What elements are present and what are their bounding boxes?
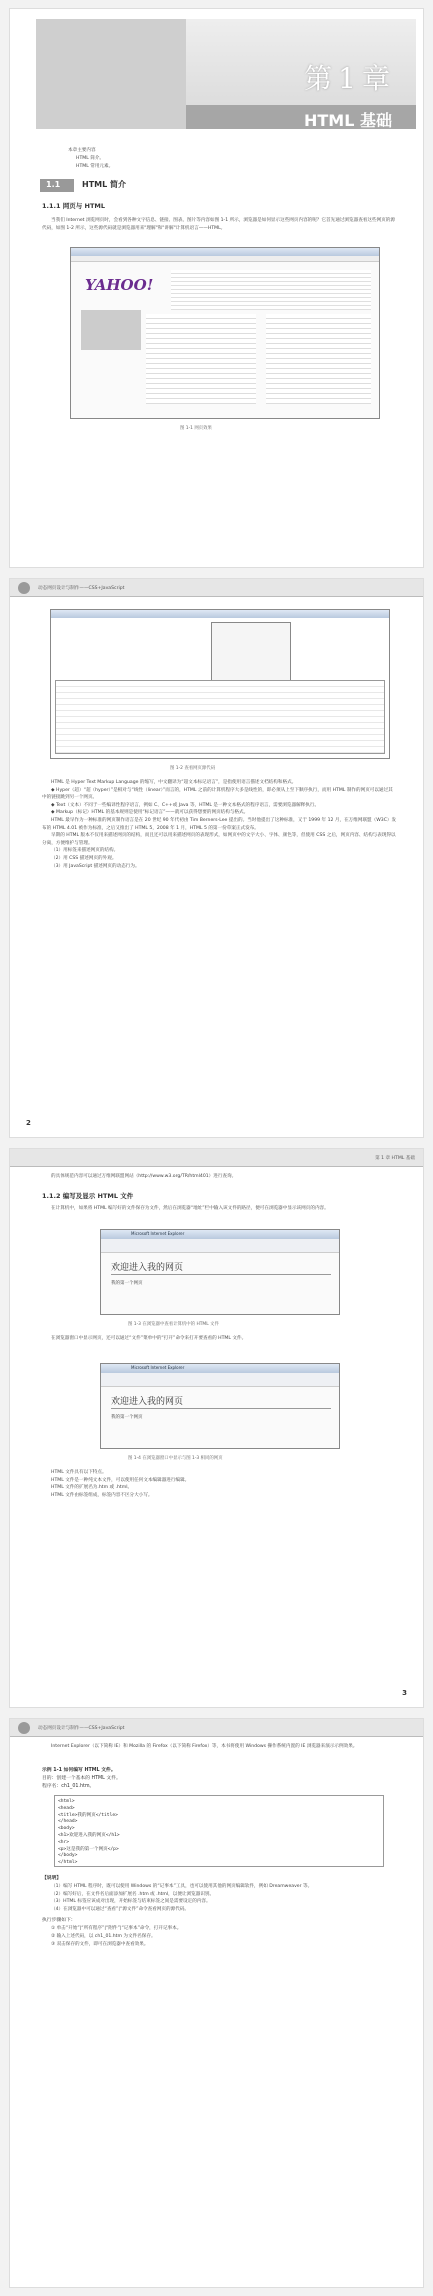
chapter-intro — [68, 147, 113, 171]
intro-label: 本章主要内容 — [68, 148, 96, 153]
body-paragraph: 在计算机中，如果将 HTML 编写好的文件保存为文件，然后在浏览器“地址”栏中输入该文件的路径，便可在浏览器中显示该网页的内容。 — [51, 1206, 329, 1211]
page-header: 第 1 章 HTML 基础 — [10, 1149, 424, 1167]
figure-caption: 图 1-2 查看网页源代码 — [170, 766, 216, 771]
book-page-3 — [9, 1148, 424, 1708]
example-block: 示例 1-1 如何编写 HTML 文件。 目的：创建一个基本的 HTML 文件。 程序名：ch1_01.htm。 — [42, 1768, 121, 1789]
page-number: 2 — [26, 1119, 31, 1127]
section-title: HTML 简介 — [82, 180, 126, 189]
code-listing: <html> <head> <title>我的网页</title> </head> <body> <h1>欢迎进入我的网页</h1> <hr> <p>这是我的第一个网页</p> </body> </html> — [54, 1795, 384, 1867]
chapter-banner — [36, 19, 416, 129]
figure-browser-2: Microsoft Internet Explorer 欢迎进入我的网页 我的第一个网页 — [100, 1363, 340, 1449]
body-paragraph: Internet Explorer（以下简称 IE）和 Mozilla 的 Firefox（以下简称 Firefox）等，本书将使用 Windows 操作系统内置的 IE 浏览器来演示示例效果。 — [51, 1744, 358, 1749]
figure-caption: 图 1-4 在浏览器窗口中显示与图 1-3 相同的网页 — [128, 1456, 223, 1461]
page-header: 动态网页设计与制作——CSS+JavaScript — [10, 1719, 424, 1737]
welcome-heading: 欢迎进入我的网页 — [111, 1263, 184, 1273]
figure-caption: 图 1-1 网页效果 — [180, 426, 212, 431]
subsection-title: 1.1.2 编写及显示 HTML 文件 — [42, 1192, 134, 1200]
notes-block: 【说明】 （1）编写 HTML 程序时，既可以使用 Windows 的“记事本”工具，也可以使用其他的网页编辑软件，例如 Dreamweaver 等。 （2）编写好后，在文件名后面添加扩展名 .htm 或 .html，以便让浏览器识别。 （3）HTML 标签应该成对出现，开始标签与结束标签之间是需要设定的内容。 （4）在浏览器中可以通过“查看”|“源文件”命令查看网页的源代码。 执行步骤如下： ① 单击“开始”|“所有程序”|“附件”|“记事本”命令，打开记事本。 ② 输入上述代码，以 ch1_01.htm 为文件名保存。 ③ 双击保存的文件，即可在浏览器中查看效果。 — [42, 1876, 313, 1947]
chapter-number: 第1章 — [304, 62, 396, 95]
intro-item: HTML 简介。 — [76, 156, 105, 161]
body-paragraph: 当我们 Internet 浏览网页时，会看到各种文字信息、链接、图表、图片等内容如图 1-1 所示，浏览器是如何显示这些网页内容的呢？它首先通过浏览器查看这些网页的源代码，如图 1-2 所示，这些源代码就是浏览器用来"理解"和"讲解"计算机语言——HTML。 — [42, 218, 395, 231]
yahoo-logo: YAHOO! — [85, 276, 154, 294]
intro-item: HTML 常用元素。 — [76, 164, 114, 169]
book-page-2 — [9, 578, 424, 1138]
chapter-title: HTML 基础 — [304, 111, 392, 130]
page-header: 动态网页设计与制作——CSS+JavaScript — [10, 579, 424, 597]
book-page-4 — [9, 1718, 424, 2288]
body-paragraph: 在浏览器窗口中显示网页，还可以通过“文件”菜单中的“打开”命令来打开要查看的 HTML 文件。 — [51, 1336, 247, 1341]
figure-caption: 图 1-3 在浏览器中查看计算机中的 HTML 文件 — [128, 1322, 219, 1327]
page2-body: HTML 是 Hyper Text Markup Language 的缩写，中文翻译为“超文本标记语言”，是指使用语言描述文档结构和格式。 ◆ Hyper（超）“超（hyper）”是相对与“线性（linear）”而言的，HTML 之前的计算机程序大多是线性的，即必须从上至下顺序执行，而用 HTML 制作的网页可以通过其中的链接跳到另一个网页。 ◆ Text（文本）不同于一些编译性程序语言，例如 C、C++或 Java 等，HTML 是一种文本格式的程序语言，需要浏览器解释执行。 ◆ Markup（标记）HTML 的基本规则是使用“标记语言”——就可以获得想要的网页结构与格式。 HTML 最早作为一种标准的网页制作语言是在 20 世纪 90 年代初由 Tim Berners-Lee 提出的。当时他提出了这种标准，又于 1999 年 12 月，在万维网联盟（W3C）发布的 HTML 4.01 被作为标准，之后又推出了 HTML 5，2008 年 1 月，HTML 5 的第一份草案正式发布。 早期的 HTML 版本不仅用来描述网页的结构，而且还可以用来描述网页的表现形式，如网页中的文字大小、字体、颜色等，但使用 CSS 之后，网页内容、结构与表现得以分离，方便维护与管理。 （1）用标签来描述网页的结构。 （2）用 CSS 描述网页的外观。 （3）用 JavaScript 描述网页的动态行为。 — [42, 780, 397, 869]
figure-browser-1: Microsoft Internet Explorer 欢迎进入我的网页 我的第一个网页 — [100, 1229, 340, 1315]
book-page-1 — [9, 8, 424, 568]
section-badge: 1.1 — [40, 179, 74, 192]
top-paragraph: 的具体规范内容可以通过万维网联盟网站（http://www.w3.org/TR/html401）进行查询。 — [51, 1174, 237, 1179]
feature-list: HTML 文件具有以下特点。 HTML 文件是一种纯文本文件，可以使用任何文本编辑器进行编辑。 HTML 文件的扩展名为.htm 或 .html。 HTML 文件由标签组成，标签内容不区分大小写。 — [51, 1470, 190, 1498]
page-number: 3 — [402, 1689, 407, 1697]
figure-browser-screenshot — [70, 247, 380, 419]
subsection-title: 1.1.1 网页与 HTML — [42, 202, 106, 210]
figure-source-view — [50, 609, 390, 759]
